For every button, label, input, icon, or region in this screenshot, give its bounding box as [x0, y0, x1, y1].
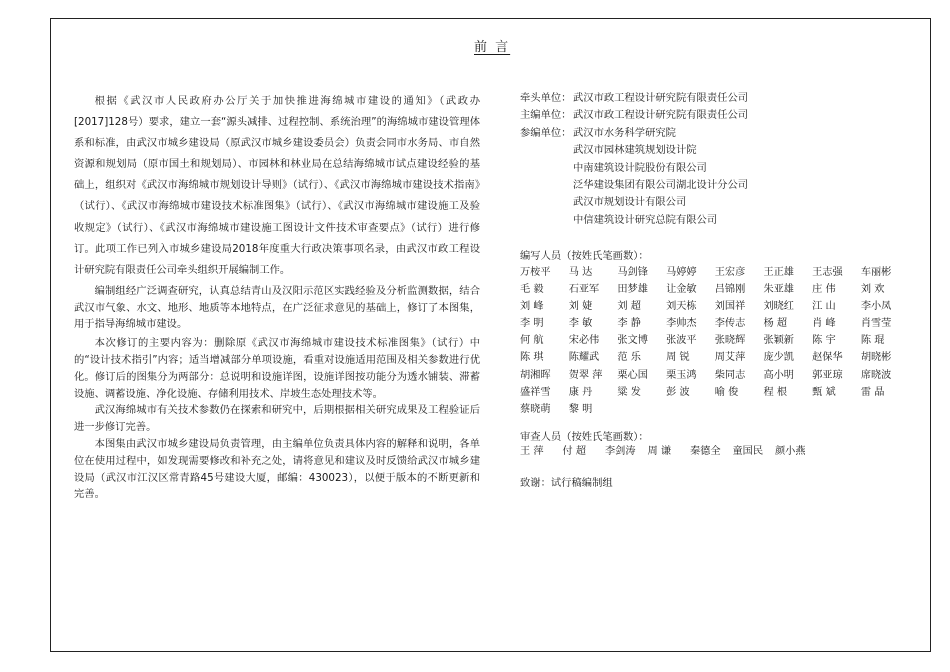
person-name: 张文博: [617, 335, 648, 347]
person-name: 李小凤: [860, 301, 892, 313]
preface-paragraph-3: 本次修订的主要内容为：删除原《武汉市海绵城市建设技术标准图集》（试行）中的“设计技术指引”内容；适当增减部分单项设施，看重对设施适用范围及相关参数进行优化。修订后的图集分为两部分：总说明和设施详图，设施详图按功能分为透水铺装、滞蓄设施、调蓄设施、净化设施、存储利用技术、岸坡生态处理技术等。: [74, 337, 480, 400]
person-name: 赵保华: [812, 352, 843, 364]
preface-paragraph-1: 根据《武汉市人民政府办公厅关于加快推进海绵城市建设的通知》（武政办[2017]128号）要求，建立一套“源头减排、过程控制、系统治理”的海绵城市建设管理体系和标准，由武汉市城乡建设局（原武汉市城乡建设委员会）负责会同市水务局、市自然资源和规划局（原市国土和规划局）、市园林和林业局在总结海绵城市试点建设经验的基础上，组织对《武汉市海绵城市规划设计导则》（试行）、《武汉市海绵城市建设技术指南》（试行）、《武汉市海绵城市建设技术标准图集》（试行）、《武汉市海绵城市建设施工及验收规定》（试行）、《武汉市海绵城市建设施工图设计文件技术审查要点》（试行）进行修订。此项工作已列入市城乡建设局2018年度重大行政决策事项名录，由武汉市政工程设计研究院有限责任公司牵头组织开展编制工作。: [74, 95, 480, 276]
person-name: 周艾萍: [714, 352, 746, 364]
preface-body: [74, 91, 480, 503]
person-name: 王宏彦: [714, 267, 746, 278]
person-name: 马 达: [568, 267, 593, 278]
person-name: 让金敏: [666, 284, 697, 296]
person-name: 何 航: [520, 335, 544, 347]
participant-units: 参编单位： 武汉市水务科学研究院: [520, 126, 676, 139]
person-name: 王志强: [812, 267, 843, 278]
person-name: 杨 超: [763, 318, 788, 330]
person-name: 甄 斌: [812, 386, 836, 398]
participant-unit: 中南建筑设计院股份有限公司: [573, 161, 707, 174]
person-name: 范 乐: [617, 352, 641, 364]
preface-paragraph-2: 编制组经广泛调查研究，认真总结青山及汉阳示范区实践经验及分析监测数据，结合武汉市气象、水文、地形、地质等本地特点，在广泛征求意见的基础上，修订了本图集，用于指导海绵城市建设。: [74, 284, 480, 331]
person-name: 李 敏: [568, 318, 593, 330]
person-name: 彭 波: [666, 386, 690, 398]
person-name: 刘 欢: [860, 284, 885, 296]
preface-paragraph-4: 武汉海绵城市有关技术参数仍在探索和研究中，后期根据相关研究成果及工程验证后进一步修订完善。: [74, 404, 480, 434]
person-name: 庄 伟: [812, 284, 836, 296]
person-name: 栗心国: [617, 369, 648, 381]
person-name: 李传志: [714, 318, 746, 330]
acknowledgement: 致谢：试行稿编制组: [520, 477, 613, 489]
person-name: 蔡晓萌: [520, 403, 551, 415]
person-name: 马婷婷: [666, 267, 697, 278]
person-name: 肖雪莹: [860, 318, 892, 330]
person-name: 柴同志: [714, 369, 746, 381]
editors-section: [520, 247, 910, 418]
person-name: 黎 明: [568, 403, 593, 415]
person-name: 郭亚琼: [812, 369, 843, 381]
person-name: 王 萍: [520, 446, 544, 457]
organizations: [520, 90, 748, 229]
person-name: 王正雄: [763, 267, 794, 278]
person-name: 万桉平: [520, 267, 551, 278]
person-name: 吕锦刚: [714, 284, 746, 296]
person-name: 车丽彬: [860, 267, 892, 278]
person-name: 胡晓彬: [860, 352, 892, 364]
person-name: 盛祥雪: [520, 386, 551, 398]
person-name: 田梦雄: [617, 284, 648, 296]
person-name: 朱亚雄: [763, 284, 794, 296]
person-name: 张波平: [666, 335, 697, 347]
person-name: 李帅杰: [666, 318, 697, 330]
person-name: 刘天栋: [666, 301, 697, 313]
person-name: 李剑涛: [605, 446, 636, 457]
person-name: 颜小燕: [775, 446, 806, 457]
person-name: 胡湘晖: [520, 369, 551, 381]
person-name: 陈 琨: [860, 335, 885, 347]
person-name: 刘 峰: [520, 301, 544, 313]
person-name: 刘晓红: [763, 301, 794, 313]
person-name: 刘 超: [617, 301, 641, 313]
lead-unit: 牵头单位： 武汉市政工程设计研究院有限责任公司: [520, 92, 749, 104]
person-name: 江 山: [812, 301, 836, 313]
person-name: 宋必伟: [568, 335, 600, 347]
chief-unit: 主编单位： 武汉市政工程设计研究院有限责任公司: [520, 109, 749, 122]
person-name: 李 明: [520, 318, 544, 330]
person-name: 石亚军: [568, 284, 600, 296]
participant-unit: 武汉市规划设计有限公司: [573, 196, 687, 209]
person-name: 童国民: [732, 446, 764, 457]
person-name: 陈 琪: [520, 352, 544, 364]
reviewers-label: 审查人员（按姓氏笔画数）：: [520, 431, 649, 443]
person-name: 雷 晶: [860, 386, 885, 398]
person-name: 高小明: [763, 369, 794, 381]
person-name: 席晓波: [860, 369, 892, 381]
person-name: 陈 宇: [812, 335, 836, 347]
participant-unit: 中信建筑设计研究总院有限公司: [573, 213, 718, 226]
person-name: 李 静: [617, 318, 641, 330]
person-name: 康 丹: [568, 386, 593, 398]
reviewers-section: [520, 428, 910, 460]
person-name: 刘 婕: [568, 301, 593, 313]
person-name: 粱 发: [617, 386, 641, 398]
person-name: 马剑锋: [617, 267, 648, 278]
person-name: 喻 俊: [714, 386, 739, 398]
preface-paragraph-5: 本图集由武汉市城乡建设局负责管理，由主编单位负责具体内容的解释和说明，各单位在使用过程中，如发现需要修改和补充之处，请将意见和建议及时反馈给武汉市城乡建设局（武汉市江汉区常青路45号建设大厦，邮编：430023），以便于版本的不断更新和完善。: [74, 438, 480, 501]
person-name: 秦德全: [690, 446, 721, 457]
person-name: 陈耀武: [568, 352, 600, 364]
person-name: 张颖新: [763, 335, 794, 347]
person-name: 张晓辉: [714, 335, 746, 347]
person-name: 肖 峰: [812, 318, 836, 330]
editors-label: 编写人员（按姓氏笔画数）：: [520, 250, 649, 262]
person-name: 程 根: [763, 386, 788, 398]
reviewers-list: [520, 443, 910, 460]
person-name: 付 超: [562, 446, 587, 457]
person-name: 周 锐: [666, 352, 690, 364]
person-name: 周 谦: [647, 446, 672, 457]
participant-unit: 武汉市园林建筑规划设计院: [573, 144, 697, 157]
participant-unit: 泛华建设集团有限公司湖北设计分公司: [573, 179, 749, 192]
person-name: 栗玉鸿: [666, 369, 697, 381]
person-name: 毛 毅: [520, 284, 544, 296]
editors-list: [520, 264, 910, 418]
person-name: 贺翠 萍: [568, 369, 603, 381]
person-name: 刘国祥: [714, 301, 746, 313]
page-title: 前 言: [474, 40, 511, 55]
person-name: 庞少凯: [763, 352, 794, 364]
